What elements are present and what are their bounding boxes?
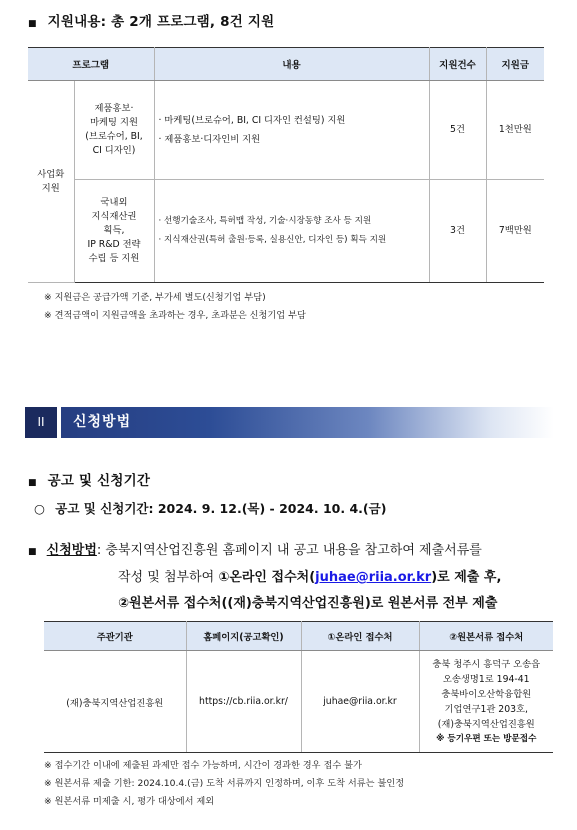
period-text: 공고 및 신청기간: 2024. 9. 12.(목) - 2024. 10. 4.(금) xyxy=(55,501,387,516)
banner-divider xyxy=(57,407,61,438)
header-amount: 지원금 xyxy=(486,48,544,81)
section-banner xyxy=(25,407,554,438)
list-item: · 제품홍보·디자인비 지원 xyxy=(158,134,261,145)
program-cell: 국내외 지식재산권 획득, IP R&D 전략 수립 등 지원 xyxy=(74,180,154,283)
header-online: ①온라인 접수처 xyxy=(301,622,419,651)
square-bullet-icon: ■ xyxy=(28,19,37,29)
method-line-2 xyxy=(28,565,568,591)
method-line-1 xyxy=(28,538,568,565)
note-line: ※ 원본서류 미제출 시, 평가 대상에서 제외 xyxy=(44,796,215,807)
amount-cell: 7백만원 xyxy=(486,180,544,283)
note-line: ※ 원본서류 제출 기한: 2024.10.4.(금) 도착 서류까지 인정하며, 이후 도착 서류는 불인정 xyxy=(44,778,405,789)
table-row xyxy=(44,651,553,753)
online-email-link[interactable]: juhae@riia.or.kr xyxy=(301,651,419,753)
email-link[interactable]: juhae@riia.or.kr xyxy=(315,570,432,585)
content-cell xyxy=(154,81,429,180)
method-line-3: ②원본서류 접수처((재)충북지역산업진흥원)로 원본서류 전부 제출 xyxy=(118,596,498,611)
method-text-2b: ①온라인 접수처( xyxy=(218,570,316,585)
list-item: · 마케팅(브로슈어, BI, CI 디자인 컨설팅) 지원 xyxy=(158,115,346,126)
address-note: ※ 등기우편 또는 방문접수 xyxy=(436,733,537,744)
org-cell: (재)충북지역산업진흥원 xyxy=(44,651,186,753)
method-text-1: : 충북지역산업진흥원 홈페이지 내 공고 내용을 참고하여 제출서류를 xyxy=(96,543,482,558)
program-cell: 제품홍보· 마케팅 지원 (브로슈어, BI, CI 디자인) xyxy=(74,81,154,180)
address-cell xyxy=(419,651,553,753)
list-item: · 선행기술조사, 특허맵 작성, 기술·시장동향 조사 등 지원 xyxy=(158,216,372,226)
method-text-2a: 작성 및 첨부하여 xyxy=(118,570,219,585)
period-heading-text: 공고 및 신청기간 xyxy=(47,473,151,489)
note-line: ※ 견적금액이 지원금액을 초과하는 경우, 초과분은 신청기업 부담 xyxy=(44,310,306,321)
table-row xyxy=(28,81,544,180)
homepage-link[interactable]: https://cb.riia.or.kr/ xyxy=(186,651,301,753)
section-number: II xyxy=(25,407,57,438)
table-header-row xyxy=(28,48,544,81)
period-heading xyxy=(28,469,150,489)
submission-table xyxy=(44,621,553,753)
table-header-row xyxy=(44,622,553,651)
support-program-table xyxy=(28,47,544,283)
square-bullet-icon: ■ xyxy=(28,478,37,488)
method-text-2c: )로 제출 후, xyxy=(431,570,502,585)
table-row xyxy=(28,180,544,283)
header-homepage: 홈페이지(공고확인) xyxy=(186,622,301,651)
header-count: 지원건수 xyxy=(429,48,486,81)
header-original: ②원본서류 접수처 xyxy=(419,622,553,651)
address-text: 충북 청주시 흥덕구 오송읍 오송생명1로 194-41 충북바이오산학융합원 기업연구1관 203호, (재)충북지역산업진흥원 xyxy=(432,658,541,730)
period-line xyxy=(34,499,386,517)
header-org: 주관기관 xyxy=(44,622,186,651)
list-item: · 지식재산권(특허 출원·등록, 실용신안, 디자인 등) 획득 지원 xyxy=(158,235,387,245)
submission-notes xyxy=(44,757,404,811)
method-label: 신청방법 xyxy=(46,543,97,558)
section-heading-support xyxy=(28,10,274,30)
support-notes xyxy=(44,289,306,325)
count-cell: 3건 xyxy=(429,180,486,283)
group-cell: 사업화 지원 xyxy=(28,81,74,283)
note-line: ※ 지원금은 공급가액 기준, 부가세 별도(신청기업 부담) xyxy=(44,292,266,303)
circle-bullet-icon: ○ xyxy=(34,501,45,516)
amount-cell: 1천만원 xyxy=(486,81,544,180)
content-cell xyxy=(154,180,429,283)
note-line: ※ 접수기간 이내에 제출된 과제만 접수 가능하며, 시간이 경과한 경우 접수 불가 xyxy=(44,760,362,771)
header-program: 프로그램 xyxy=(28,48,154,81)
method-paragraph xyxy=(28,538,568,617)
square-bullet-icon: ■ xyxy=(28,547,37,557)
header-content: 내용 xyxy=(154,48,429,81)
section-title: 신청방법 xyxy=(73,414,132,430)
support-heading-text: 지원내용: 총 2개 프로그램, 8건 지원 xyxy=(47,14,275,30)
count-cell: 5건 xyxy=(429,81,486,180)
